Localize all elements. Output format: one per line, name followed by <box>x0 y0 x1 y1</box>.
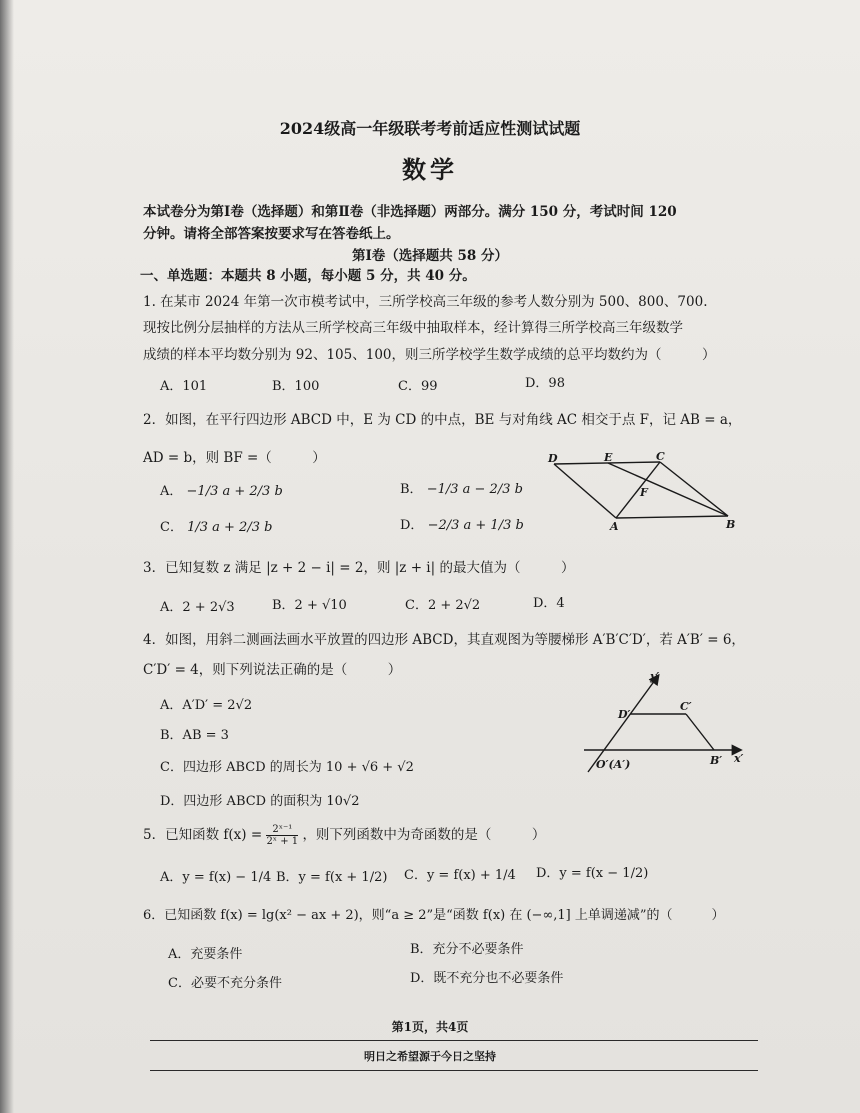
edge-c-b <box>686 714 714 750</box>
q6-option-c: C．必要不充分条件 <box>168 976 282 991</box>
edge-ad <box>554 464 616 518</box>
label-c: C <box>656 450 665 463</box>
q2-option-b-expr: −1/3 a − 2/3 b <box>426 482 523 497</box>
q2-option-d <box>400 514 524 533</box>
edge-cb <box>660 462 728 516</box>
label-d: D <box>548 452 558 465</box>
diagonal-ac <box>616 462 660 518</box>
q1-option-d: D．98 <box>525 376 565 391</box>
q2-option-c-label: C． <box>160 520 183 535</box>
q3-option-b: B．2 + √10 <box>272 598 347 613</box>
q2-line-1: 2．如图，在平行四边形 ABCD 中，E 为 CD 的中点，BE 与对角线 AC 相交于点 F，记 AB = a， <box>143 412 742 428</box>
label-c-prime: C′ <box>680 700 692 713</box>
q2-parallelogram-figure <box>540 450 750 540</box>
q6-line-1: 6．已知函数 f(x) = lg(x² − ax + 2)，则“a ≥ 2”是“函数 f(x) 在 (−∞,1] 上单调递减”的（ ） <box>143 908 725 923</box>
q5-option-b: B．y = f(x + 1/2) <box>276 870 388 885</box>
q1-line-3: 成绩的样本平均数分别为 92、105、100，则三所学校学生数学成绩的总平均数约为（ ） <box>143 347 716 363</box>
intro-line-1: 本试卷分为第Ⅰ卷（选择题）和第Ⅱ卷（非选择题）两部分。满分 150 分，考试时间 120 <box>143 204 677 220</box>
q4-option-d: D．四边形 ABCD 的面积为 10√2 <box>160 794 360 809</box>
q4-option-a: A．A′D′ = 2√2 <box>160 698 253 713</box>
q5-line-1 <box>143 823 545 847</box>
label-b-prime: B′ <box>710 754 723 767</box>
q6-option-b: B．充分不必要条件 <box>410 942 524 957</box>
footer-motto: 明日之希望源于今日之坚持 <box>364 1050 496 1063</box>
q3-option-a: A．2 + 2√3 <box>160 600 235 615</box>
edge-ba <box>616 516 728 518</box>
q1-option-b: B．100 <box>272 379 320 394</box>
label-o-prime: O′(A′) <box>596 758 631 771</box>
q2-option-b <box>400 478 523 497</box>
q4-option-c: C．四边形 ABCD 的周长为 10 + √6 + √2 <box>160 760 414 775</box>
q6-option-a: A．充要条件 <box>168 947 243 962</box>
q1-option-a: A．101 <box>160 379 208 394</box>
label-a: A <box>610 520 619 533</box>
q1-option-c: C．99 <box>398 379 438 394</box>
q3-option-d: D．4 <box>533 596 565 611</box>
footer-rule-bottom <box>150 1070 758 1071</box>
q2-option-d-label: D． <box>400 518 424 533</box>
q6-option-d: D．既不充分也不必要条件 <box>410 971 564 986</box>
part-one-heading: 第Ⅰ卷（选择题共 58 分） <box>351 248 508 264</box>
label-d-prime: D′ <box>618 708 631 721</box>
q5-fraction <box>266 824 298 847</box>
section-one-heading: 一、单选题：本题共 8 小题，每小题 5 分，共 40 分。 <box>140 268 476 284</box>
label-y-prime: y′ <box>650 670 660 683</box>
q5-option-d: D．y = f(x − 1/2) <box>536 866 649 881</box>
q4-line-1: 4．如图，用斜二测画法画水平放置的四边形 ABCD，其直观图为等腰梯形 A′B′C′D′，若 A′B′ = 6， <box>143 632 745 648</box>
q5-fraction-numerator: 2ˣ⁻¹ <box>266 824 298 836</box>
q2-line-2: AD = b，则 BF =（ ） <box>143 450 326 466</box>
q2-option-d-expr: −2/3 a + 1/3 b <box>427 518 524 533</box>
q2-option-c <box>160 516 272 535</box>
segment-be <box>608 463 728 516</box>
q5-suffix: ，则下列函数中为奇函数的是（ ） <box>302 827 546 843</box>
q3-option-c: C．2 + 2√2 <box>405 598 481 613</box>
intro-line-2: 分钟。请将全部答案按要求写在答卷纸上。 <box>143 226 400 242</box>
q5-option-c: C．y = f(x) + 1/4 <box>404 868 516 883</box>
footer-rule-top <box>150 1040 758 1041</box>
label-x-prime: x′ <box>734 752 744 765</box>
label-e: E <box>604 451 613 464</box>
q5-option-a: A．y = f(x) − 1/4 <box>160 870 272 885</box>
q4-line-2: C′D′ = 4，则下列说法正确的是（ ） <box>143 662 402 678</box>
q3-line-1: 3．已知复数 z 满足 |z + 2 − i| = 2，则 |z + i| 的最大值为（ ） <box>143 560 575 576</box>
q5-prefix: 5．已知函数 f(x) = <box>143 827 263 843</box>
q2-option-c-expr: 1/3 a + 2/3 b <box>187 520 273 535</box>
exam-title: 2024级高一年级联考考前适应性测试试题 <box>279 119 581 138</box>
label-f: F <box>640 486 648 499</box>
page-number: 第1页，共4页 <box>391 1020 469 1034</box>
q2-option-a <box>160 480 283 499</box>
q2-option-b-label: B． <box>400 482 423 497</box>
q5-fraction-denominator: 2ˣ + 1 <box>266 836 299 847</box>
q2-option-a-expr: −1/3 a + 2/3 b <box>186 484 283 499</box>
q1-line-2: 现按比例分层抽样的方法从三所学校高三年级中抽取样本，经计算得三所学校高三年级数学 <box>143 320 683 336</box>
subject-title: 数学 <box>402 155 458 184</box>
q4-trapezoid-figure <box>580 668 755 778</box>
q4-option-b: B．AB = 3 <box>160 728 229 743</box>
q2-option-a-label: A． <box>160 484 183 499</box>
label-b: B <box>726 518 736 531</box>
q1-line-1: 1. 在某市 2024 年第一次市模考试中，三所学校高三年级的参考人数分别为 500、800、700. <box>143 294 708 310</box>
